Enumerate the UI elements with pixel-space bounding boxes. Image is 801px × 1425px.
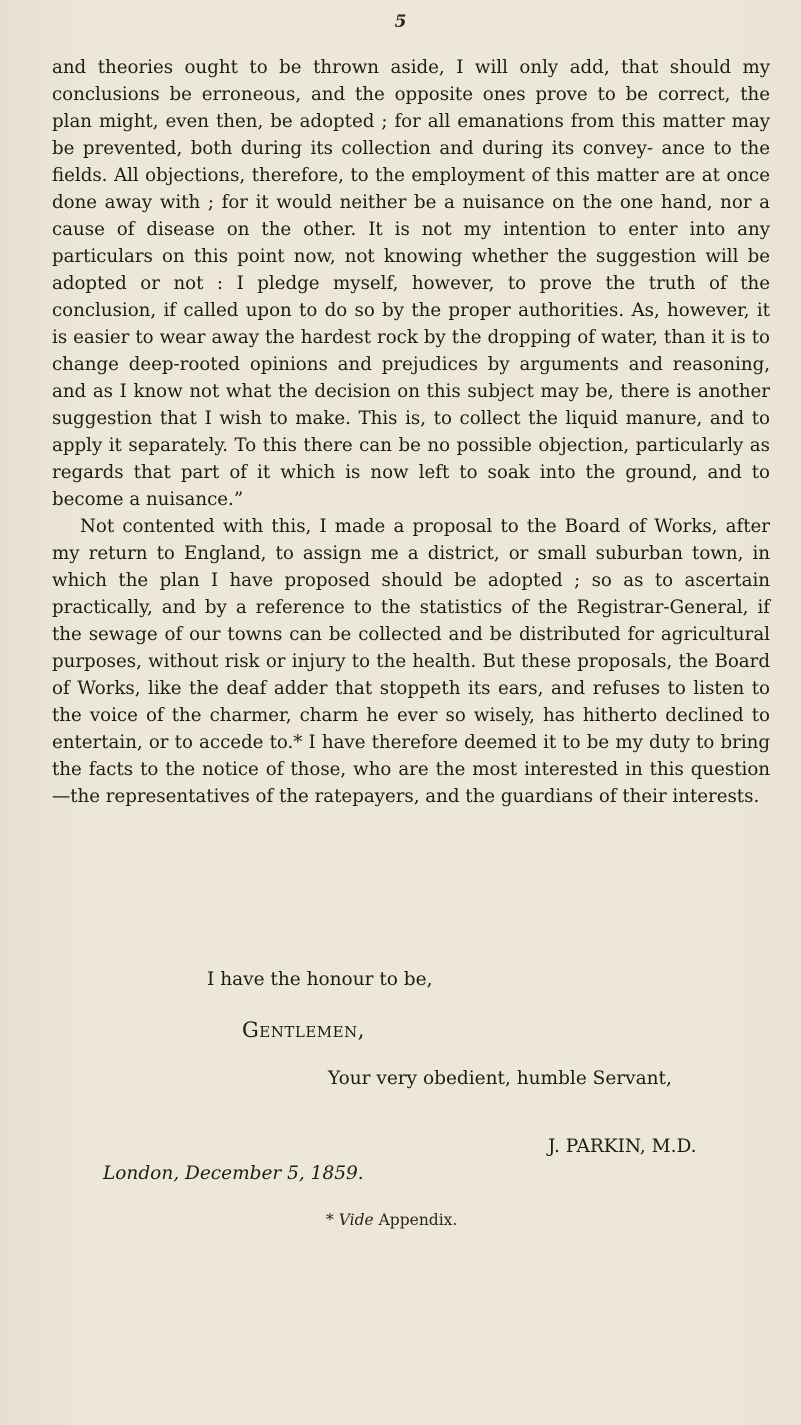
signature: J. PARKIN, M.D. <box>548 1136 697 1157</box>
footnote-marker: * <box>326 1211 334 1229</box>
footnote <box>326 1210 457 1230</box>
footnote-vide: Vide <box>338 1211 374 1229</box>
closing-honour: I have the honour to be, <box>207 969 433 990</box>
date-line: London, December 5, 1859. <box>103 1163 364 1184</box>
closing-servant: Your very obedient, humble Servant, <box>328 1068 672 1089</box>
paragraph-proposal: Not contented with this, I made a proposal to the Board of Works, after my return to England, to assign me a district, or small suburban town, in which the plan I have proposed should be adopted ; so as to ascertain practically, and by a reference to the statistics of the Registrar-General, if the sewage of our towns can be collected and be distributed for agricultural purposes, without risk or injury to the health. But these proposals, the Board of Works, like the deaf adder that stoppeth its ears, and refuses to listen to the voice of the charmer, charm he ever so wisely, has hitherto declined to entertain, or to accede to.* I have therefore deemed it to be my duty to bring the facts to the notice of those, who are the most interested in this question—the representatives of the ratepayers, and the guardians of their interests. <box>52 516 770 807</box>
closing-salutation: Gentlemen, <box>242 1018 365 1042</box>
page-number: 5 <box>394 12 407 32</box>
footnote-text: Appendix. <box>378 1211 458 1229</box>
body-text <box>52 54 770 810</box>
paragraph-continuation: and theories ought to be thrown aside, I will only add, that should my conclusions be erroneous, and the opposite ones prove to be correct, the plan might, even then, be adopted ; for all emanations from this matter may be prevented, both during its collection and during its convey- ance to the fields. All objections, therefore, to the employment of this matter are at once done away with ; for it would neither be a nuisance on the one hand, nor a cause of disease on the other. It is not my intention to enter into any particulars on this point now, not knowing whether the suggestion will be adopted or not : I pledge myself, however, to prove the truth of the conclusion, if called upon to do so by the proper authorities. As, however, it is easier to wear away the hardest rock by the dropping of water, than it is to change deep-rooted opinions and prejudices by arguments and reasoning, and as I know not what the decision on this subject may be, there is another suggestion that I wish to make. This is, to collect the liquid manure, and to apply it separately. To this there can be no possible objection, particularly as regards that part of it which is now left to soak into the ground, and to become a nuisance.” <box>52 57 770 510</box>
